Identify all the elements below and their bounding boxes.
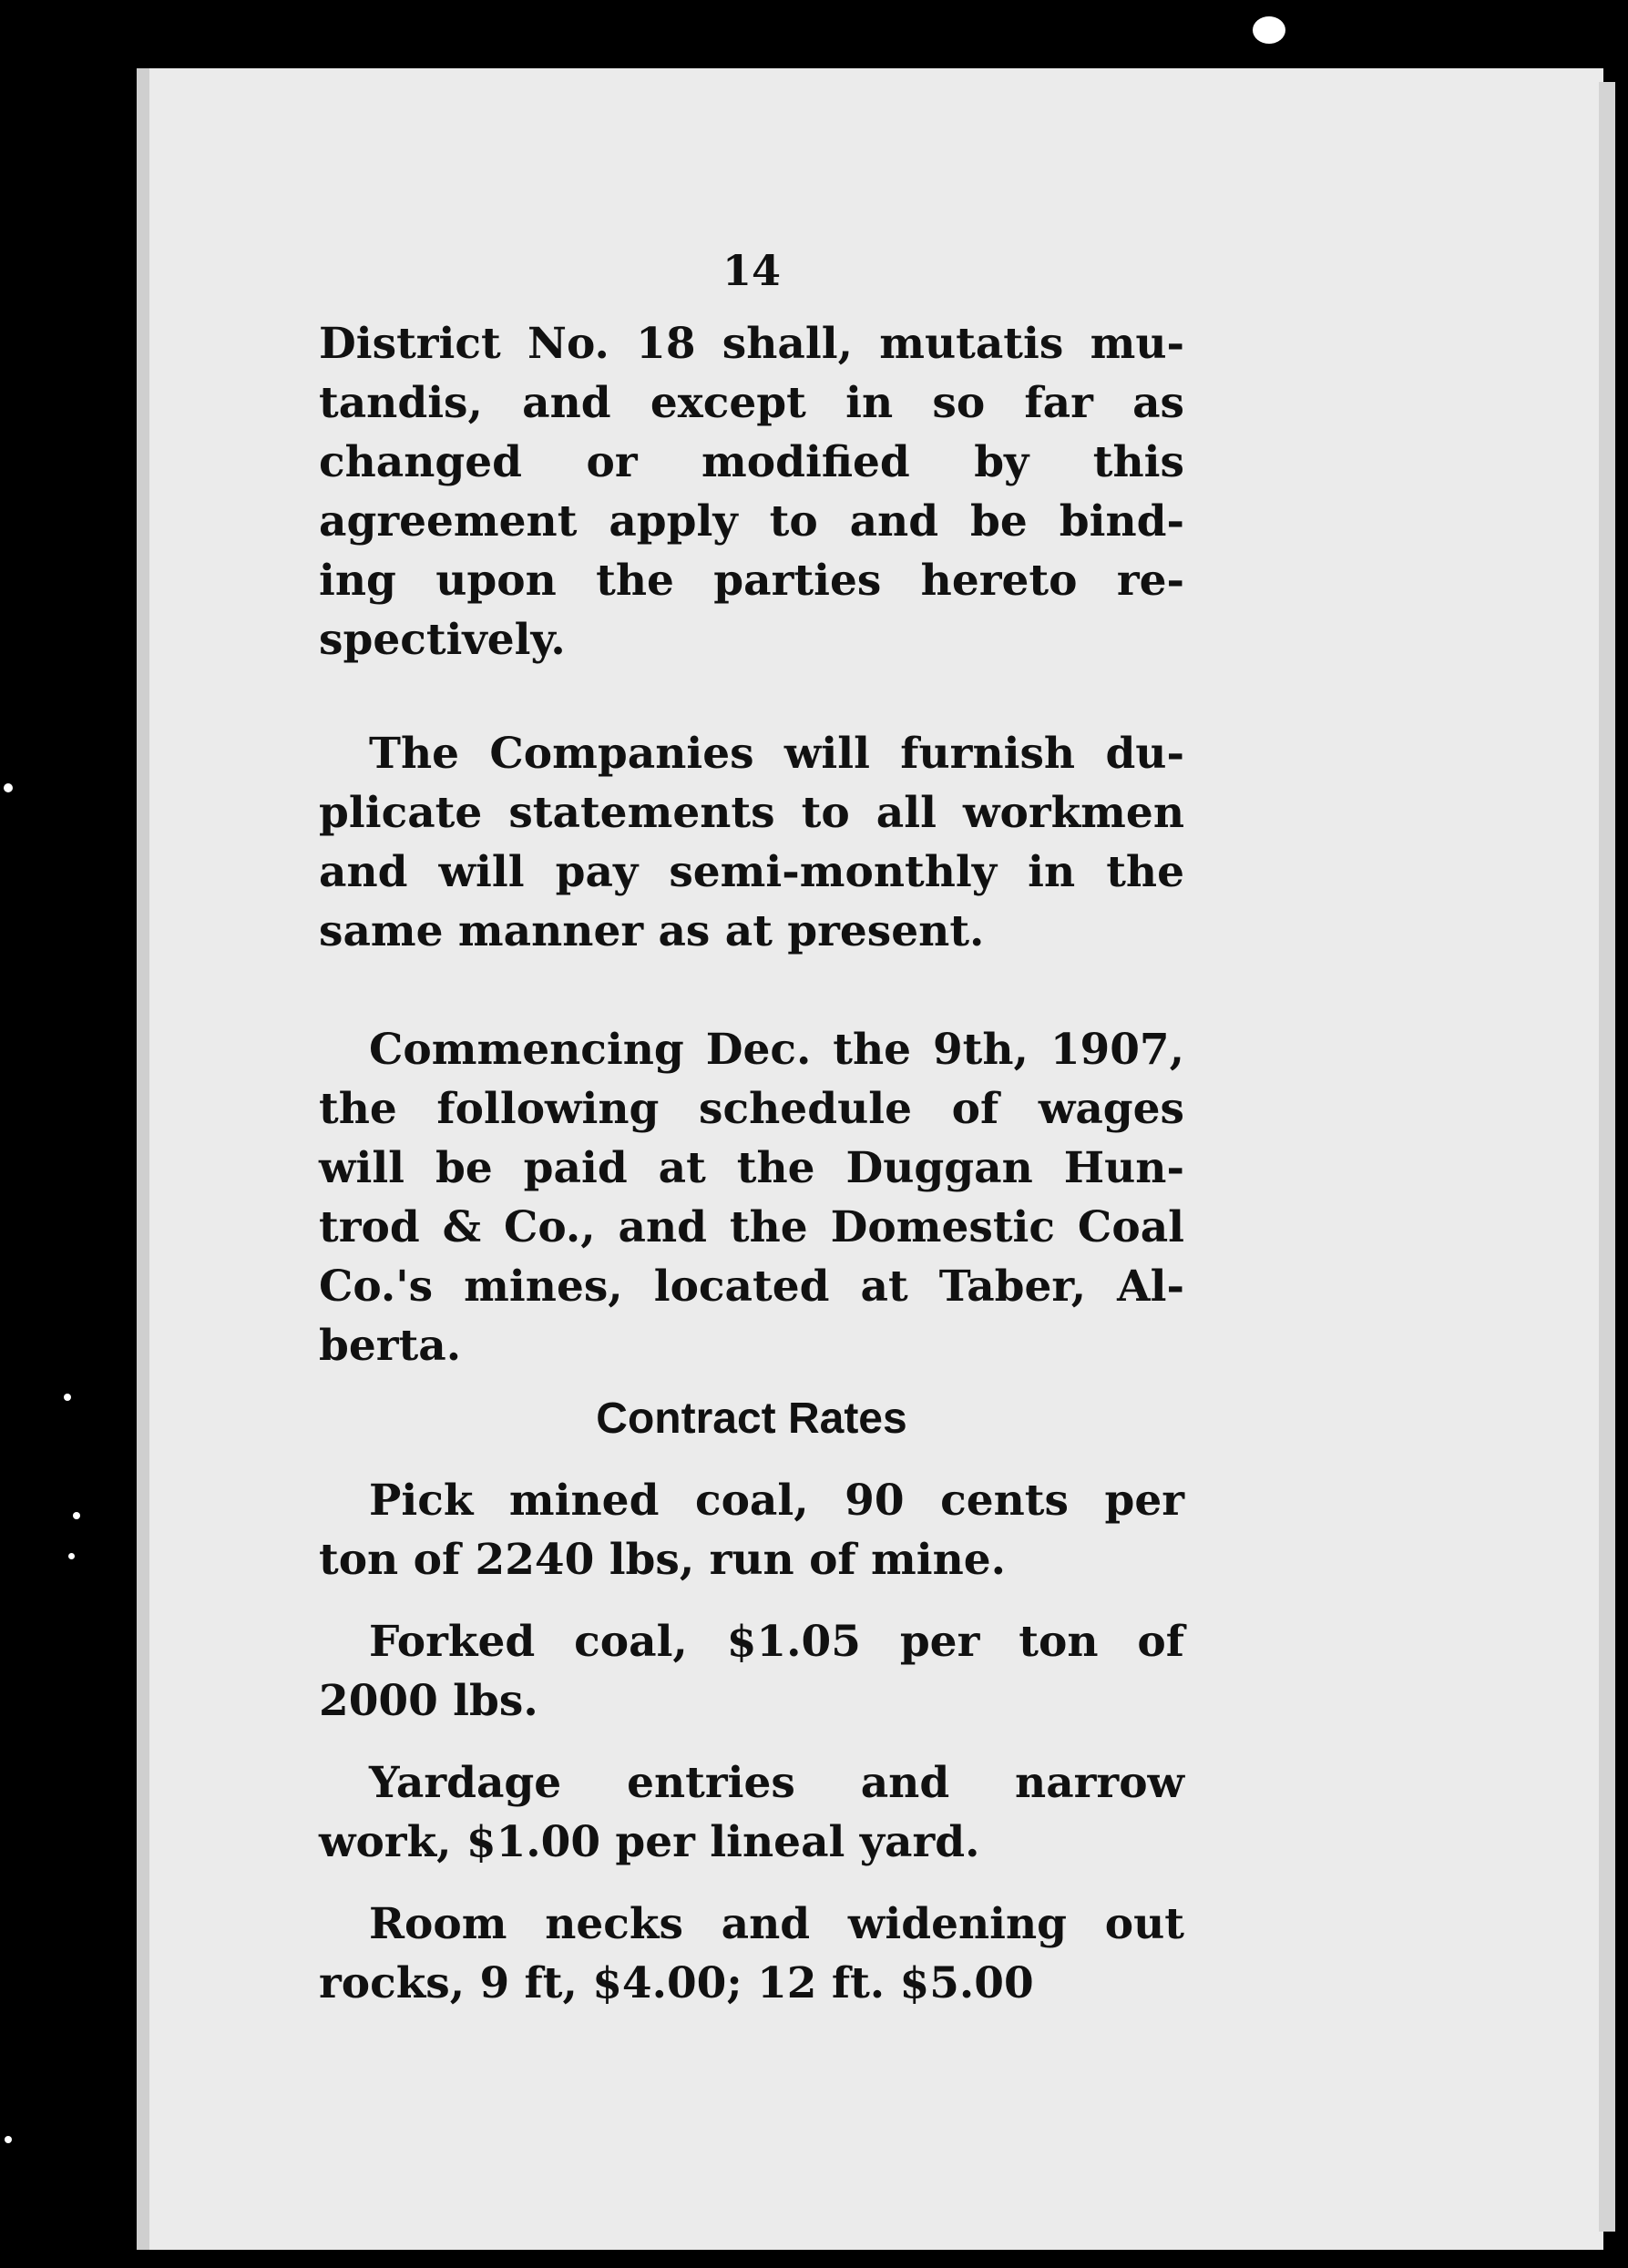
text-line: District No. 18 shall, mutatis mu- xyxy=(319,319,1184,369)
text-line: Co.'s mines, located at Taber, Al- xyxy=(319,1262,1184,1312)
text-line: rocks, 9 ft, $4.00; 12 ft. $5.00 xyxy=(319,1958,1034,2008)
scan-speck xyxy=(5,2136,12,2143)
rate-forked-coal xyxy=(319,1612,1184,1731)
text-line: ing upon the parties hereto re- xyxy=(319,556,1184,606)
text-line: will be paid at the Duggan Hun- xyxy=(319,1143,1184,1193)
text-line: ton of 2240 lbs, run of mine. xyxy=(319,1535,1007,1585)
rate-yardage xyxy=(319,1753,1184,1872)
text-line: Pick mined coal, 90 cents per xyxy=(369,1476,1184,1526)
paragraph-district xyxy=(319,314,1184,669)
page-edge xyxy=(1599,82,1615,2232)
text-line: tandis, and except in so far as xyxy=(319,378,1184,428)
text-line: 2000 lbs. xyxy=(319,1676,538,1726)
text-line: work, $1.00 per lineal yard. xyxy=(319,1817,980,1867)
paragraph-schedule xyxy=(319,1020,1184,1375)
paragraph-statements xyxy=(319,724,1184,961)
text-line: The Companies will furnish du- xyxy=(369,729,1184,779)
text-line: changed or modified by this xyxy=(319,437,1184,487)
text-line: trod & Co., and the Domestic Coal xyxy=(319,1202,1184,1252)
text-line: the following schedule of wages xyxy=(319,1084,1184,1134)
page-number: 14 xyxy=(722,246,781,295)
text-line: Yardage entries and narrow xyxy=(369,1758,1184,1808)
scan-speck xyxy=(73,1512,80,1519)
scan-speck xyxy=(4,783,13,792)
text-line: spectively. xyxy=(319,615,566,665)
text-line: Room necks and widening out xyxy=(369,1899,1184,1949)
contract-rates-heading: Contract Rates xyxy=(596,1395,907,1443)
text-line: agreement apply to and be bind- xyxy=(319,496,1184,547)
scan-speck xyxy=(1253,16,1285,44)
rate-room-necks xyxy=(319,1895,1184,2013)
scan-speck xyxy=(68,1553,75,1559)
text-line: plicate statements to all workmen xyxy=(319,788,1184,838)
text-line: Forked coal, $1.05 per ton of xyxy=(369,1617,1184,1667)
text-line: Commencing Dec. the 9th, 1907, xyxy=(369,1025,1184,1075)
scan-speck xyxy=(64,1394,71,1401)
text-line: berta. xyxy=(319,1321,462,1371)
rate-pick-mined xyxy=(319,1471,1184,1589)
text-line: same manner as at present. xyxy=(319,906,985,956)
text-line: and will pay semi-monthly in the xyxy=(319,847,1184,897)
